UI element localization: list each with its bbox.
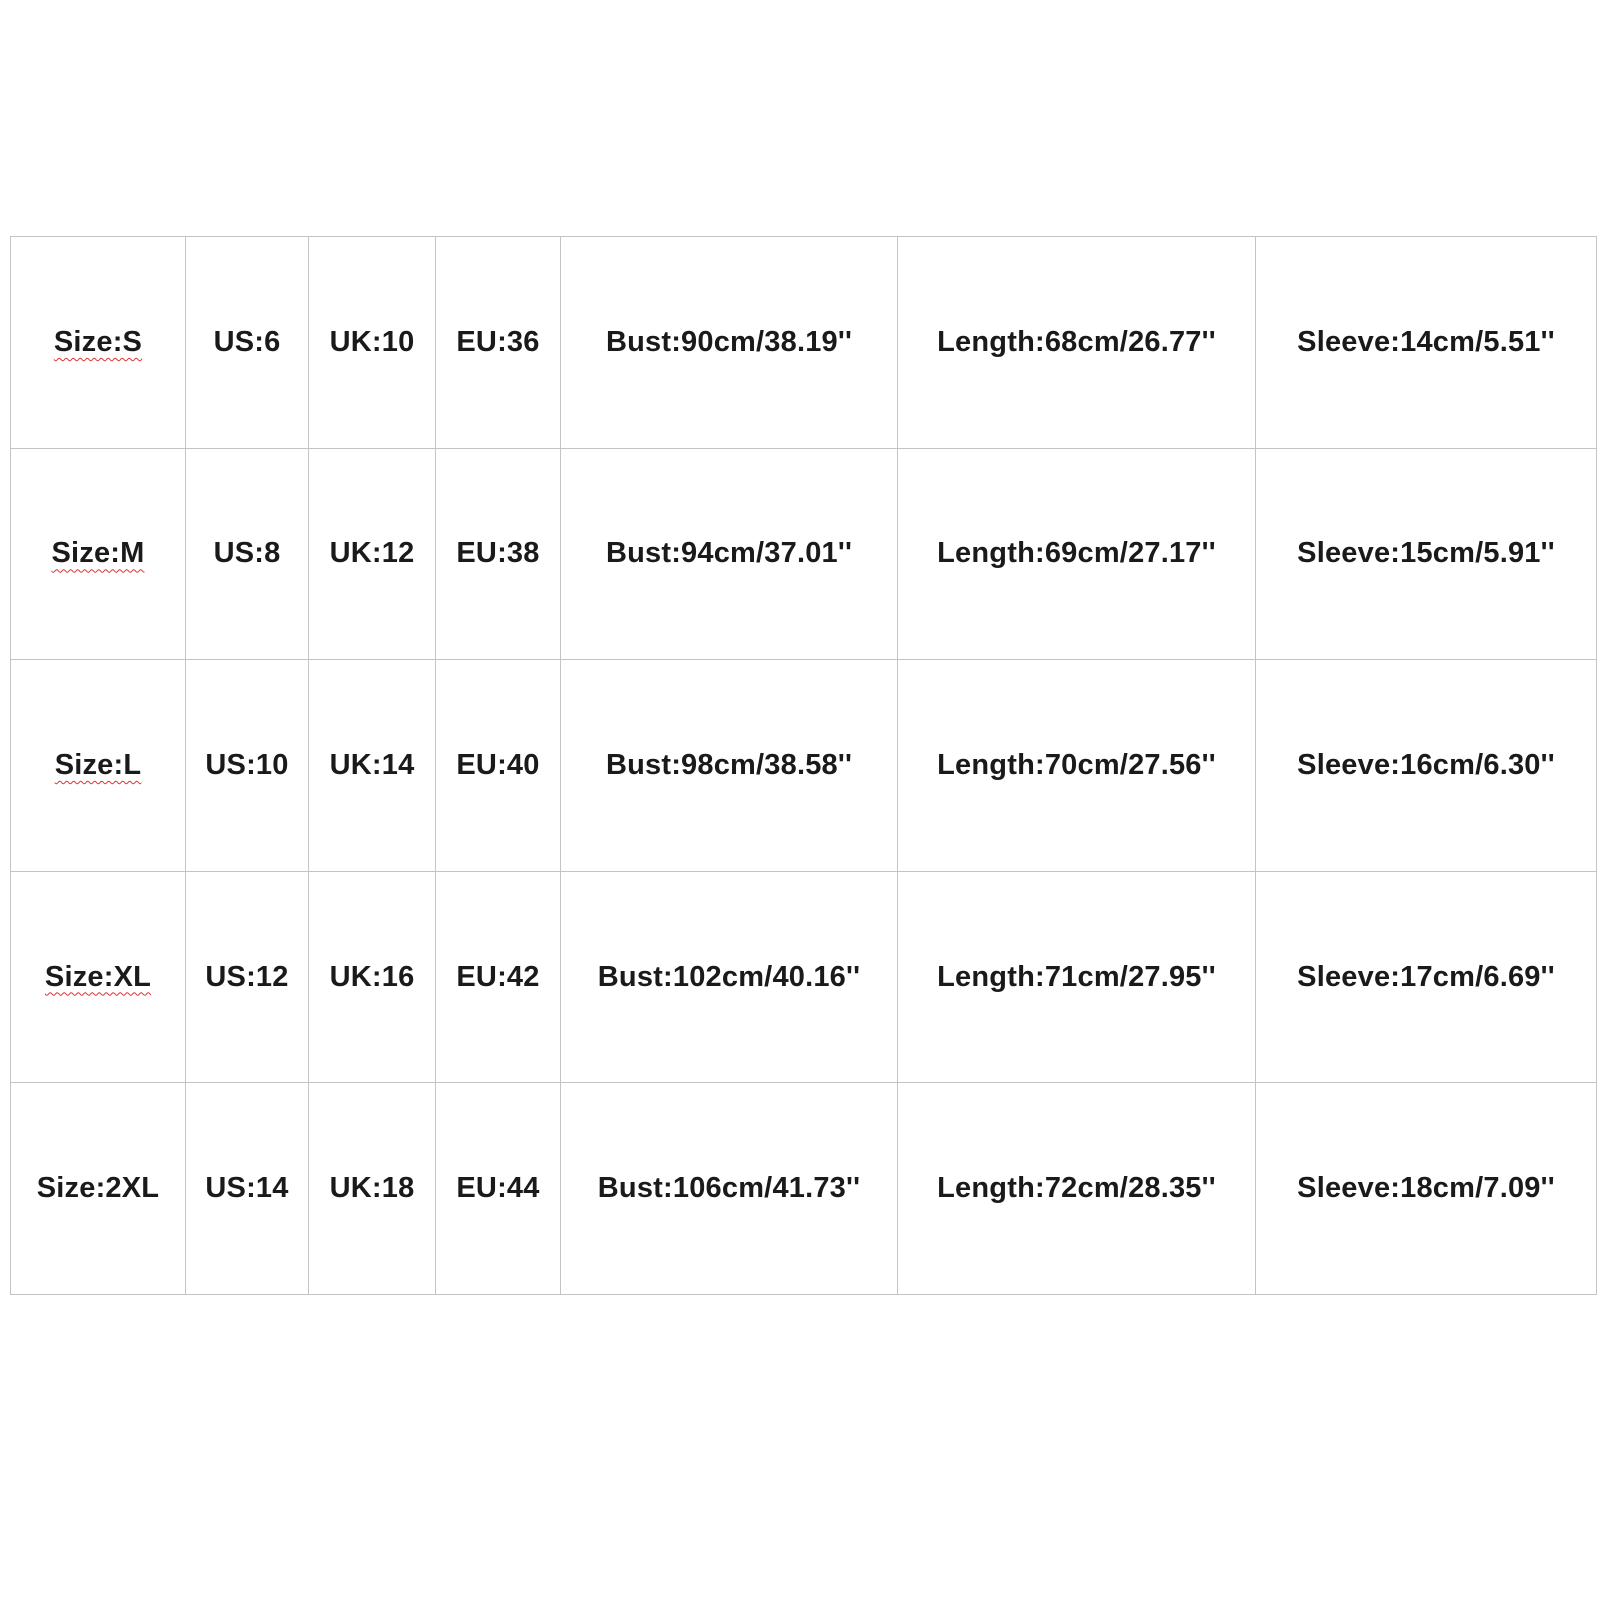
size-label: Size:2XL (36, 1172, 160, 1205)
table-row (11, 871, 1597, 1083)
eu-size-cell: EU:44 (436, 1083, 561, 1295)
us-size-cell: US:6 (186, 237, 309, 449)
size-label: Size:XL (44, 960, 152, 993)
table-row (11, 1083, 1597, 1295)
sleeve-cell: Sleeve:18cm/7.09'' (1256, 1083, 1597, 1295)
us-size-cell: US:10 (186, 660, 309, 872)
length-cell: Length:71cm/27.95'' (898, 871, 1256, 1083)
us-size-cell: US:14 (186, 1083, 309, 1295)
uk-size-cell: UK:18 (309, 1083, 436, 1295)
length-cell: Length:68cm/26.77'' (898, 237, 1256, 449)
size-label: Size:M (51, 537, 145, 570)
bust-cell: Bust:102cm/40.16'' (561, 871, 898, 1083)
length-cell: Length:69cm/27.17'' (898, 448, 1256, 660)
size-label: Size:L (54, 748, 142, 781)
sleeve-cell: Sleeve:15cm/5.91'' (1256, 448, 1597, 660)
table-row (11, 660, 1597, 872)
size-cell (11, 237, 186, 449)
sleeve-cell: Sleeve:14cm/5.51'' (1256, 237, 1597, 449)
bust-cell: Bust:106cm/41.73'' (561, 1083, 898, 1295)
bust-cell: Bust:98cm/38.58'' (561, 660, 898, 872)
size-cell (11, 1083, 186, 1295)
table-row (11, 448, 1597, 660)
eu-size-cell: EU:42 (436, 871, 561, 1083)
us-size-cell: US:8 (186, 448, 309, 660)
size-label: Size:S (53, 325, 143, 358)
eu-size-cell: EU:38 (436, 448, 561, 660)
size-cell (11, 660, 186, 872)
size-cell (11, 448, 186, 660)
uk-size-cell: UK:10 (309, 237, 436, 449)
table-row (11, 237, 1597, 449)
bust-cell: Bust:90cm/38.19'' (561, 237, 898, 449)
eu-size-cell: EU:40 (436, 660, 561, 872)
uk-size-cell: UK:12 (309, 448, 436, 660)
size-chart-table (10, 236, 1597, 1295)
length-cell: Length:72cm/28.35'' (898, 1083, 1256, 1295)
length-cell: Length:70cm/27.56'' (898, 660, 1256, 872)
bust-cell: Bust:94cm/37.01'' (561, 448, 898, 660)
uk-size-cell: UK:14 (309, 660, 436, 872)
size-cell (11, 871, 186, 1083)
sleeve-cell: Sleeve:17cm/6.69'' (1256, 871, 1597, 1083)
sleeve-cell: Sleeve:16cm/6.30'' (1256, 660, 1597, 872)
uk-size-cell: UK:16 (309, 871, 436, 1083)
us-size-cell: US:12 (186, 871, 309, 1083)
eu-size-cell: EU:36 (436, 237, 561, 449)
